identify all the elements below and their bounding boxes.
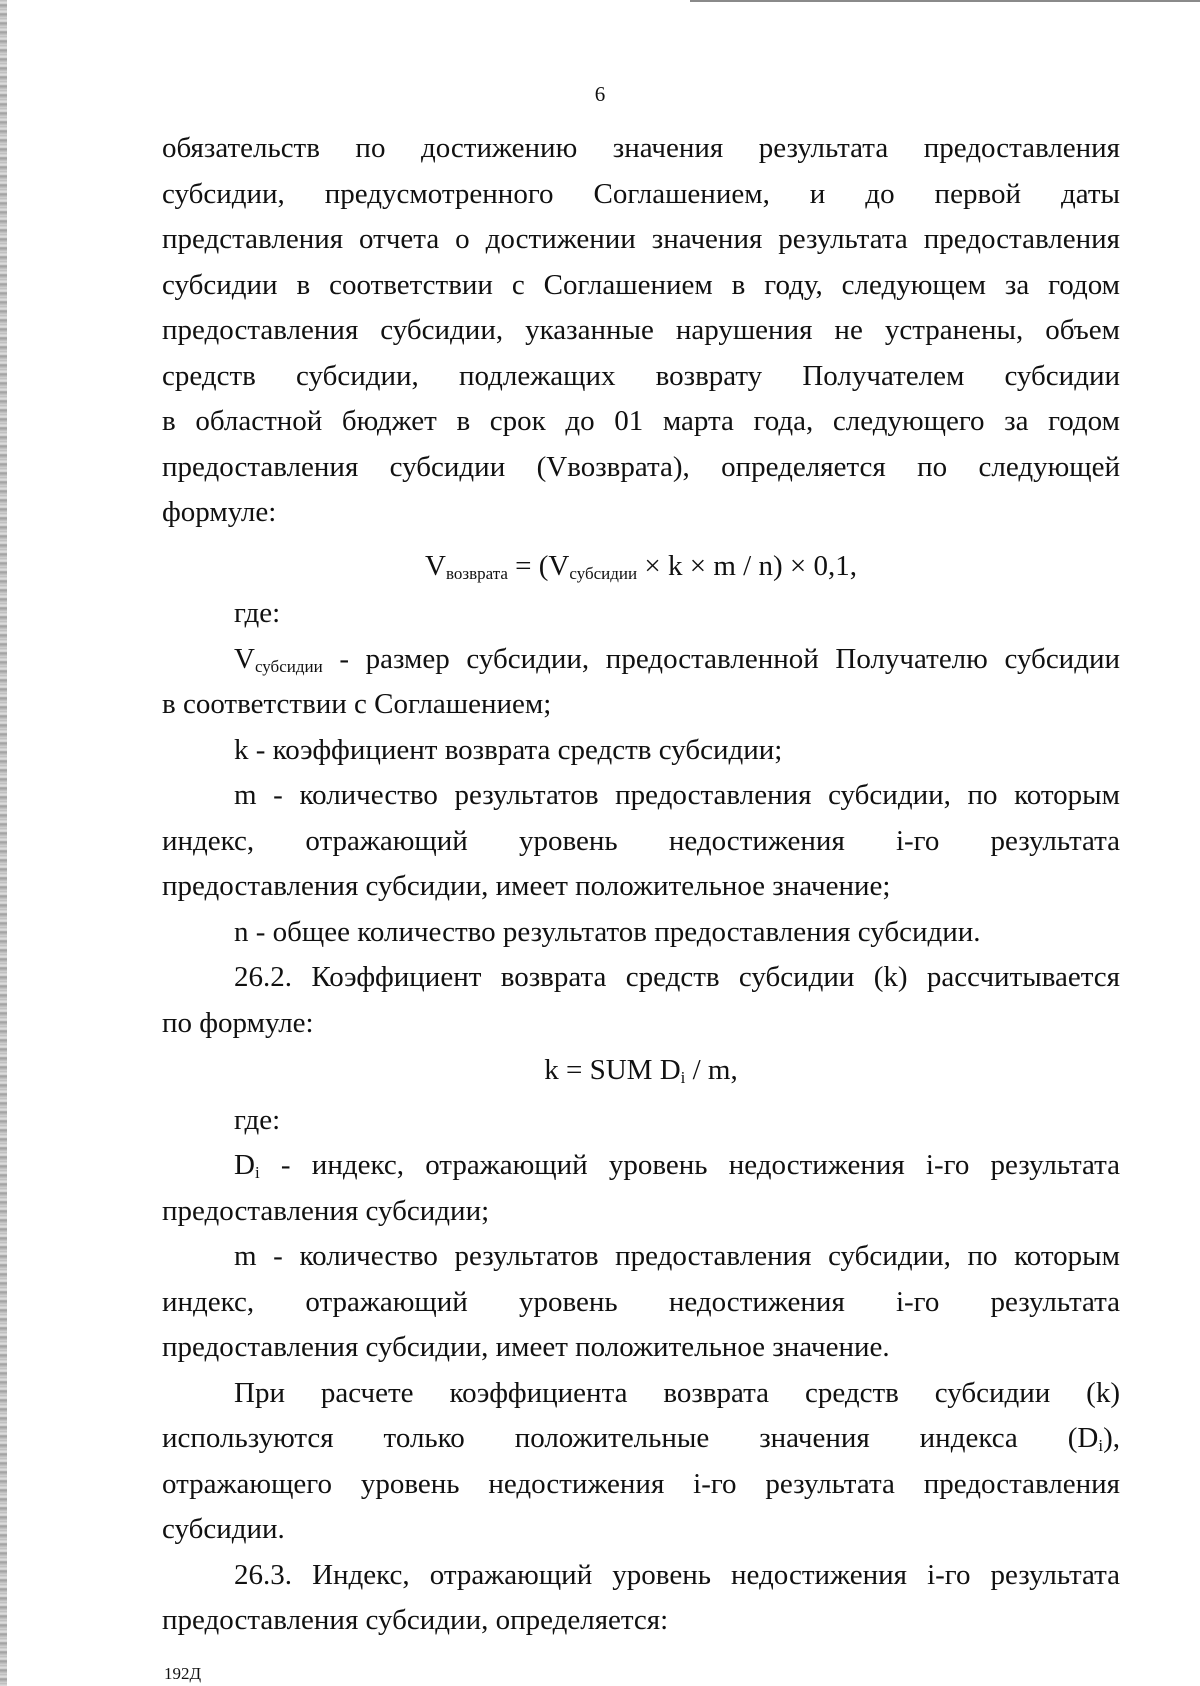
text-line: в областной бюджет в срок до 01 марта года, следующего за годом (162, 405, 1120, 437)
definition-text: - индекс, отражающий уровень недостижения i-го результата (259, 1149, 1120, 1181)
formula-subscript: i (680, 1068, 686, 1087)
formula-part: × k × m / n) × 0,1, (637, 549, 857, 582)
text-line: по формуле: (162, 1006, 314, 1039)
symbol-subscript: i (1098, 1436, 1104, 1455)
formula-part: / m, (685, 1054, 738, 1086)
text-line: средств субсидии, подлежащих возврату Получателем субсидии (162, 359, 1120, 392)
scan-edge-top (690, 0, 1200, 2)
text-line-with-subscript (162, 1416, 1120, 1462)
text-line: формуле: (162, 496, 277, 528)
symbol-subscript: субсидии (254, 656, 323, 676)
text-line: предоставления субсидии, определяется: (162, 1604, 669, 1636)
symbol: D (234, 1149, 255, 1181)
text-line: субсидии в соответствии с Соглашением в году, следующем за годом (162, 268, 1120, 301)
formula-part: k = SUM D (544, 1054, 681, 1086)
text-line: 26.2. Коэффициент возврата средств субсидии (k) рассчитывается (234, 961, 1120, 993)
formula-subscript: возврата (445, 563, 508, 583)
formula-part: = (V (507, 549, 570, 582)
text-line: предоставления субсидии, имеет положительное значение. (162, 1331, 890, 1363)
text-line: предоставления субсидии, указанные нарушения не устранены, объем (162, 314, 1120, 346)
definition-di-line1 (162, 1143, 1120, 1189)
text-line: При расчете коэффициента возврата средств субсидии (k) (234, 1376, 1120, 1409)
formula-refund (162, 544, 1120, 590)
formula-coefficient (162, 1048, 1120, 1094)
formula-part: V (425, 549, 446, 582)
text-line: представления отчета о достижении значения результата предоставления (162, 223, 1120, 255)
footer-code: 192Д (164, 1664, 202, 1683)
text-line: в соответствии с Соглашением; (162, 688, 552, 720)
text-line: m - количество результатов предоставления субсидии, по которым (234, 1240, 1120, 1272)
document-body (162, 126, 1120, 1644)
text-line: индекс, отражающий уровень недостижения i-го результата (162, 1285, 1120, 1318)
text-line: индекс, отражающий уровень недостижения i-го результата (162, 824, 1120, 857)
text-part: используются только положительные значения индекса (D (162, 1422, 1099, 1454)
definition-text: - размер субсидии, предоставленной Получателю субсидии (322, 642, 1120, 675)
text-part: ), (1103, 1422, 1120, 1454)
text-line: субсидии, предусмотренного Соглашением, и до первой даты (162, 177, 1120, 210)
where-label: где: (234, 1103, 281, 1136)
symbol-subscript: i (254, 1163, 260, 1182)
text-line: обязательств по достижению значения результата предоставления (162, 132, 1120, 164)
text-line: предоставления субсидии, имеет положительное значение; (162, 870, 891, 902)
where-label: где: (234, 597, 281, 629)
definition-n: n - общее количество результатов предоставления субсидии. (234, 915, 981, 948)
text-line: предоставления субсидии (Vвозврата), определяется по следующей (162, 450, 1120, 483)
text-line: предоставления субсидии; (162, 1194, 490, 1227)
symbol: V (234, 642, 255, 675)
definition-v-line1 (162, 637, 1120, 683)
text-line: отражающего уровень недостижения i-го результата предоставления (162, 1467, 1120, 1500)
text-line: m - количество результатов предоставления субсидии, по которым (234, 779, 1120, 811)
text-line: субсидии. (162, 1513, 285, 1545)
scan-edge-left (0, 0, 7, 1686)
page-number: 6 (594, 82, 606, 106)
formula-subscript: субсидии (569, 563, 638, 583)
definition-k: k - коэффициент возврата средств субсидии; (234, 733, 783, 766)
text-line: 26.3. Индекс, отражающий уровень недостижения i-го результата (234, 1558, 1120, 1591)
